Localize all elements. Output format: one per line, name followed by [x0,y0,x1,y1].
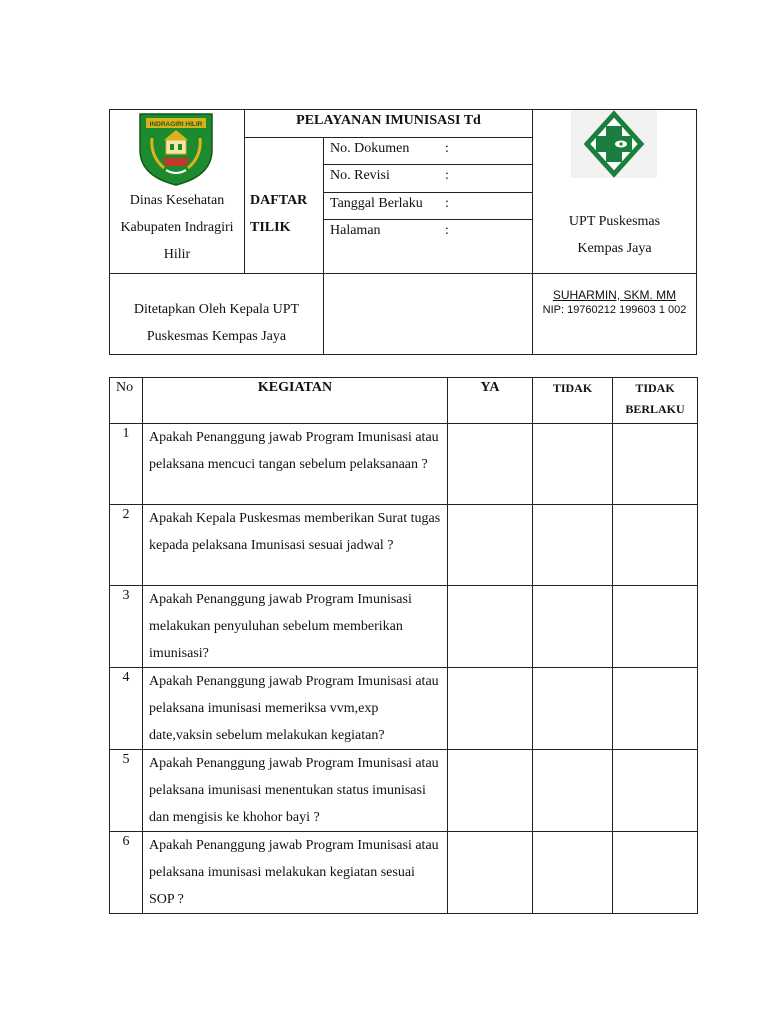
meta-document-number: No. Dokumen : [330,141,449,156]
divider [244,109,245,274]
tidak-berlaku-cell[interactable] [613,424,698,505]
row-question: Apakah Kepala Puskesmas memberikan Surat tugas kepada pelaksana Imunisasi sesuai jadwal ? [143,505,448,586]
tidak-berlaku-cell[interactable] [613,832,698,914]
table-row [110,668,698,750]
table-row [110,424,698,505]
ya-cell[interactable] [448,505,533,586]
signer-block [533,288,696,318]
tidak-berlaku-cell[interactable] [613,505,698,586]
tidak-cell[interactable] [533,586,613,668]
meta-effective-date: Tanggal Berlaku : [330,196,449,211]
meta-page: Halaman : [330,223,449,238]
page-title: PELAYANAN IMUNISASI Td [296,113,481,128]
document-type-label: DAFTAR TILIK [250,193,308,235]
meta-revision: No. Revisi : [330,168,449,183]
row-question: Apakah Penanggung jawab Program Imunisasi atau pelaksana imunisasi menentukan status imunisasi dan mengisis ke khohor bayi ? [143,750,448,832]
divider [109,273,697,274]
table-row [110,832,698,914]
header-ya: YA [448,378,533,424]
divider [323,219,533,220]
row-question: Apakah Penanggung jawab Program Imunisasi atau pelaksana imunisasi melakukan kegiatan sesuai SOP ? [143,832,448,914]
row-number: 2 [110,505,143,586]
regency-emblem-icon [136,110,216,186]
tidak-cell[interactable] [533,668,613,750]
row-number: 6 [110,832,143,914]
table-header-row [110,378,698,424]
divider [244,137,533,138]
header-tidak: TIDAK [533,378,613,424]
clinic-name: UPT Puskesmas Kempas Jaya [568,214,661,256]
tidak-cell[interactable] [533,832,613,914]
header-tidak-berlaku: TIDAK BERLAKU [613,378,698,424]
row-question: Apakah Penanggung jawab Program Imunisasi atau pelaksana imunisasi memeriksa vvm,exp date,vaksin sebelum melakukan kegiatan? [143,668,448,750]
ya-cell[interactable] [448,668,533,750]
tidak-berlaku-cell[interactable] [613,750,698,832]
divider [323,164,533,165]
row-question: Apakah Penanggung jawab Program Imunisasi melakukan penyuluhan sebelum memberikan imunisasi? [143,586,448,668]
tidak-berlaku-cell[interactable] [613,586,698,668]
approval-text: Ditetapkan Oleh Kepala UPT Puskesmas Kempas Jaya [133,302,300,344]
header-no: No [110,378,143,424]
row-number: 4 [110,668,143,750]
tidak-cell[interactable] [533,750,613,832]
header-kegiatan: KEGIATAN [143,378,448,424]
signer-nip: NIP: 19760212 199603 1 002 [542,304,687,316]
row-number: 5 [110,750,143,832]
ya-cell[interactable] [448,750,533,832]
signer-name: SUHARMIN, SKM. MM [552,288,677,302]
row-question: Apakah Penanggung jawab Program Imunisasi atau pelaksana mencuci tangan sebelum pelaksanaan ? [143,424,448,505]
emblem-text: INDRAGIRI HILIR [149,121,203,128]
agency-name: Dinas Kesehatan Kabupaten Indragiri Hilir [120,193,234,262]
tidak-berlaku-cell[interactable] [613,668,698,750]
table-row [110,586,698,668]
table-row [110,750,698,832]
row-number: 3 [110,586,143,668]
divider [323,192,533,193]
ya-cell[interactable] [448,832,533,914]
row-number: 1 [110,424,143,505]
tidak-cell[interactable] [533,505,613,586]
ya-cell[interactable] [448,586,533,668]
table-row [110,505,698,586]
tidak-cell[interactable] [533,424,613,505]
ya-cell[interactable] [448,424,533,505]
divider [323,137,324,355]
checklist-table [109,377,698,914]
puskesmas-cross-icon [571,110,657,178]
